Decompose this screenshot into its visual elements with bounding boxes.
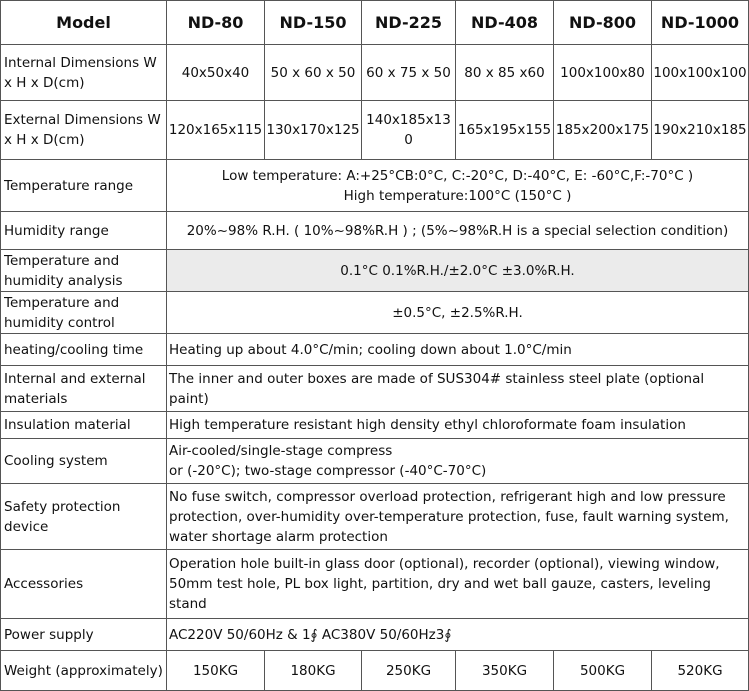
insulation-label: Insulation material [1, 412, 167, 439]
internal-dimensions-value: 40x50x40 [167, 45, 265, 101]
external-dimensions-label: External Dimensions W x H x D(cm) [1, 101, 167, 160]
cooling-system-row [1, 439, 749, 484]
internal-dimensions-value: 50 x 60 x 50 [265, 45, 362, 101]
cooling-system-value [167, 439, 749, 484]
th-analysis-value: 0.1°C 0.1%R.H./±2.0°C ±3.0%R.H. [167, 250, 749, 292]
accessories-label: Accessories [1, 550, 167, 619]
cooling-line-2: or (-20°C); two-stage compressor (-40°C-70°C) [169, 463, 487, 479]
model-header: Model [1, 1, 167, 45]
power-supply-value: AC220V 50/60Hz & 1∮ AC380V 50/60Hz3∮ [167, 619, 749, 651]
temperature-range-value [167, 160, 749, 212]
header-row [1, 1, 749, 45]
weight-value: 180KG [265, 651, 362, 691]
safety-label: Safety protection device [1, 484, 167, 550]
internal-dimensions-label: Internal Dimensions W x H x D(cm) [1, 45, 167, 101]
safety-row [1, 484, 749, 550]
humidity-range-row [1, 212, 749, 250]
weight-label: Weight (approximately) [1, 651, 167, 691]
model-nd-150: ND-150 [265, 1, 362, 45]
safety-value: No fuse switch, compressor overload protection, refrigerant high and low pressure protection, over-humidity over-temperature protection, fuse, fault warning system, water shortage alarm protection [167, 484, 749, 550]
th-control-value: ±0.5°C, ±2.5%R.H. [167, 292, 749, 334]
materials-row [1, 366, 749, 412]
accessories-row [1, 550, 749, 619]
model-nd-80: ND-80 [167, 1, 265, 45]
internal-dimensions-row [1, 45, 749, 101]
accessories-value: Operation hole built-in glass door (optional), recorder (optional), viewing window, 50mm test hole, PL box light, partition, dry and wet ball gauze, casters, leveling stand [167, 550, 749, 619]
temperature-range-row [1, 160, 749, 212]
humidity-range-label: Humidity range [1, 212, 167, 250]
high-temperature-text: High temperature:100°C (150°C ) [343, 187, 572, 204]
model-nd-1000: ND-1000 [652, 1, 749, 45]
insulation-value: High temperature resistant high density ethyl chloroformate foam insulation [167, 412, 749, 439]
temperature-range-label: Temperature range [1, 160, 167, 212]
external-dimensions-value: 140x185x130 [362, 101, 456, 160]
humidity-range-value: 20%~98% R.H. ( 10%~98%R.H ) ; (5%~98%R.H is a special selection condition) [167, 212, 749, 250]
external-dimensions-value: 165x195x155 [456, 101, 554, 160]
internal-dimensions-value: 60 x 75 x 50 [362, 45, 456, 101]
heating-cooling-label: heating/cooling time [1, 334, 167, 366]
th-analysis-row [1, 250, 749, 292]
weight-value: 150KG [167, 651, 265, 691]
internal-dimensions-value: 80 x 85 x60 [456, 45, 554, 101]
materials-value: The inner and outer boxes are made of SUS304# stainless steel plate (optional paint) [167, 366, 749, 412]
external-dimensions-row [1, 101, 749, 160]
th-analysis-label: Temperature and humidity analysis [1, 250, 167, 292]
model-nd-408: ND-408 [456, 1, 554, 45]
low-temperature-text: Low temperature: A:+25°CB:0°C, C:-20°C, D:-40°C, E: -60°C,F:-70°C ) [221, 167, 694, 184]
heating-cooling-row [1, 334, 749, 366]
external-dimensions-value: 185x200x175 [554, 101, 652, 160]
internal-dimensions-value: 100x100x80 [554, 45, 652, 101]
external-dimensions-value: 190x210x185 [652, 101, 749, 160]
materials-label: Internal and external materials [1, 366, 167, 412]
power-supply-row [1, 619, 749, 651]
weight-value: 520KG [652, 651, 749, 691]
weight-value: 350KG [456, 651, 554, 691]
heating-cooling-value: Heating up about 4.0°C/min; cooling down about 1.0°C/min [167, 334, 749, 366]
weight-value: 500KG [554, 651, 652, 691]
weight-row [1, 651, 749, 691]
power-supply-label: Power supply [1, 619, 167, 651]
weight-value: 250KG [362, 651, 456, 691]
cooling-line-1: Air-cooled/single-stage compress [169, 443, 393, 459]
model-nd-800: ND-800 [554, 1, 652, 45]
cooling-system-label: Cooling system [1, 439, 167, 484]
th-control-label: Temperature and humidity control [1, 292, 167, 334]
external-dimensions-value: 130x170x125 [265, 101, 362, 160]
model-nd-225: ND-225 [362, 1, 456, 45]
insulation-row [1, 412, 749, 439]
external-dimensions-value: 120x165x115 [167, 101, 265, 160]
th-control-row [1, 292, 749, 334]
internal-dimensions-value: 100x100x100 [652, 45, 749, 101]
